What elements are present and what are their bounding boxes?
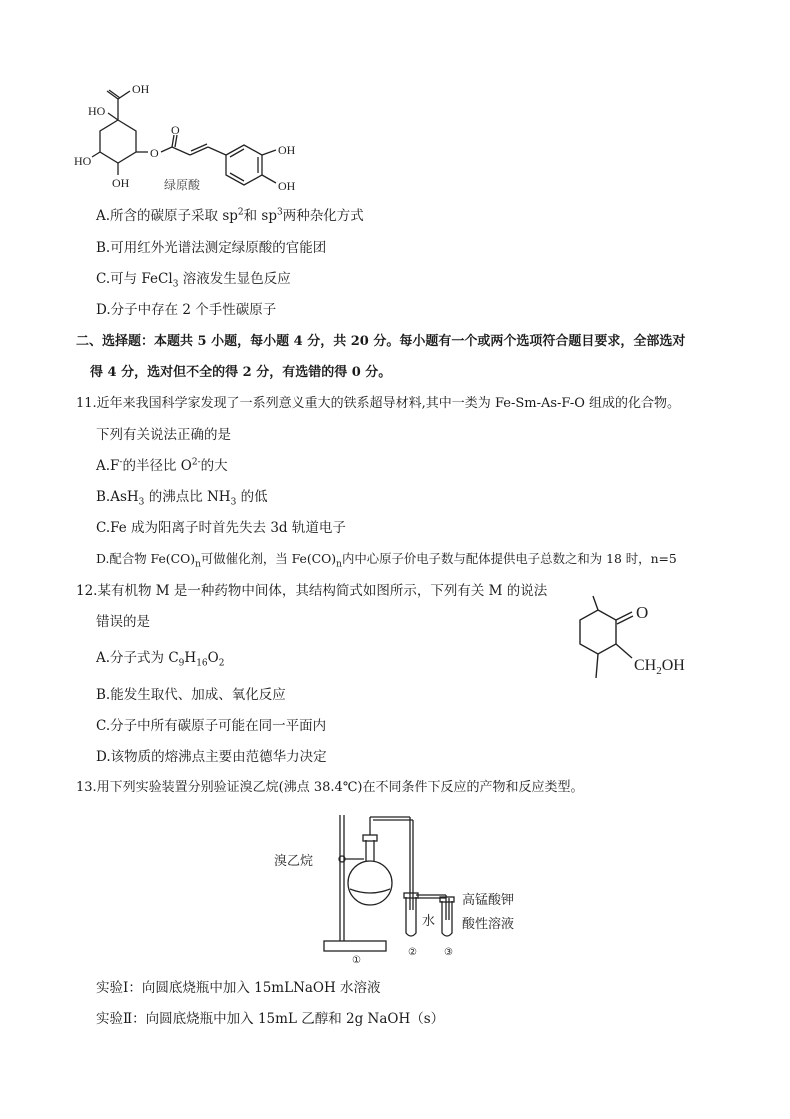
- ring-oh-label-1: OH: [278, 143, 296, 157]
- c4-ho-label: HO: [74, 154, 92, 168]
- q11-stem-line2: 下列有关说法正确的是: [96, 427, 231, 443]
- q11-option-a: A.F-的半径比 $O^{2-}$的大: [96, 457, 228, 474]
- ester-o-label: O: [150, 146, 159, 160]
- compound-name: 绿原酸: [164, 178, 201, 192]
- ring-oh-label-2: OH: [278, 179, 296, 193]
- q13-experiment-1: 实验Ⅰ：向圆底烧瓶中加入 15mLNaOH 水溶液: [96, 980, 381, 996]
- label-num-2: ②: [408, 947, 417, 958]
- q12-option-c: C.分子中所有碳原子可能在同一平面内: [96, 718, 327, 734]
- section2-header-line1: 二、选择题：本题共 5 小题，每小题 4 分，共 20 分。每小题有一个或两个选项符合题目要求，全部选对: [76, 334, 686, 349]
- label-num-3: ③: [444, 947, 453, 958]
- label-num-1: ①: [352, 955, 361, 966]
- q12-option-a: A.分子式为 $C_9H_{16}O_2$: [96, 650, 225, 669]
- q10-option-b: B.可用红外光谱法测定绿原酸的官能团: [96, 240, 327, 256]
- section2-header-line2: 得 4 分，选对但不全的得 2 分，有选错的得 0 分。: [90, 365, 392, 380]
- q11-option-c: C.Fe 成为阳离子时首先失去 3d 轨道电子: [96, 520, 346, 536]
- label-water: 水: [422, 913, 436, 928]
- q10-option-a: A.所含的碳原子采取 $sp^2$和 $sp^3$两种杂化方式: [96, 207, 364, 224]
- q10-option-d: D.分子中存在 2 个手性碳原子: [96, 302, 277, 318]
- label-kmno4-line1: 高锰酸钾: [462, 892, 515, 907]
- chlorogenic-acid-structure: [70, 75, 330, 200]
- q12-stem-line1: 12.某有机物 M 是一种药物中间体，其结构简式如图所示，下列有关 M 的说法: [76, 583, 548, 599]
- q12-option-d: D.该物质的熔沸点主要由范德华力决定: [96, 749, 327, 765]
- carbonyl-o-label: O: [171, 123, 180, 137]
- compound-m-structure: [560, 590, 720, 690]
- m-ch2oh-label: $CH_2OH$: [634, 657, 685, 677]
- experiment-apparatus: [260, 805, 540, 970]
- q13-stem: 13.用下列实验装置分别验证溴乙烷(沸点 38.4℃)在不同条件下反应的产物和反应类型。: [76, 780, 584, 795]
- label-bromoethane: 溴乙烷: [274, 853, 314, 868]
- c1-ho-label: HO: [88, 104, 106, 118]
- cooh-oh-label: OH: [132, 82, 150, 96]
- label-kmno4-line2: 酸性溶液: [462, 916, 515, 931]
- q13-experiment-2: 实验Ⅱ：向圆底烧瓶中加入 15mL 乙醇和 2g NaOH（s）: [96, 1011, 445, 1027]
- q12-stem-line2: 错误的是: [96, 614, 150, 630]
- q12-option-b: B.能发生取代、加成、氧化反应: [96, 687, 286, 703]
- q11-option-b: B.AsH$_3$ 的沸点比 $NH_3$ 的低: [96, 489, 268, 508]
- q10-option-c: C.可与 FeCl$_3$ 溶液发生显色反应: [96, 271, 291, 290]
- q11-option-d: D.配合物 $Fe(CO)_n$可做催化剂，当 $Fe(CO)_n$内中心原子价电子数与配体提供电子总数之和为 18 时，n=5: [96, 551, 677, 570]
- m-oxygen-label: O: [636, 603, 649, 622]
- q11-stem-line1: 11.近年来我国科学家发现了一系列意义重大的铁系超导材料,其中一类为 Fe-Sm-As-F-O 组成的化合物。: [76, 396, 681, 411]
- c5-oh-label: OH: [112, 176, 130, 190]
